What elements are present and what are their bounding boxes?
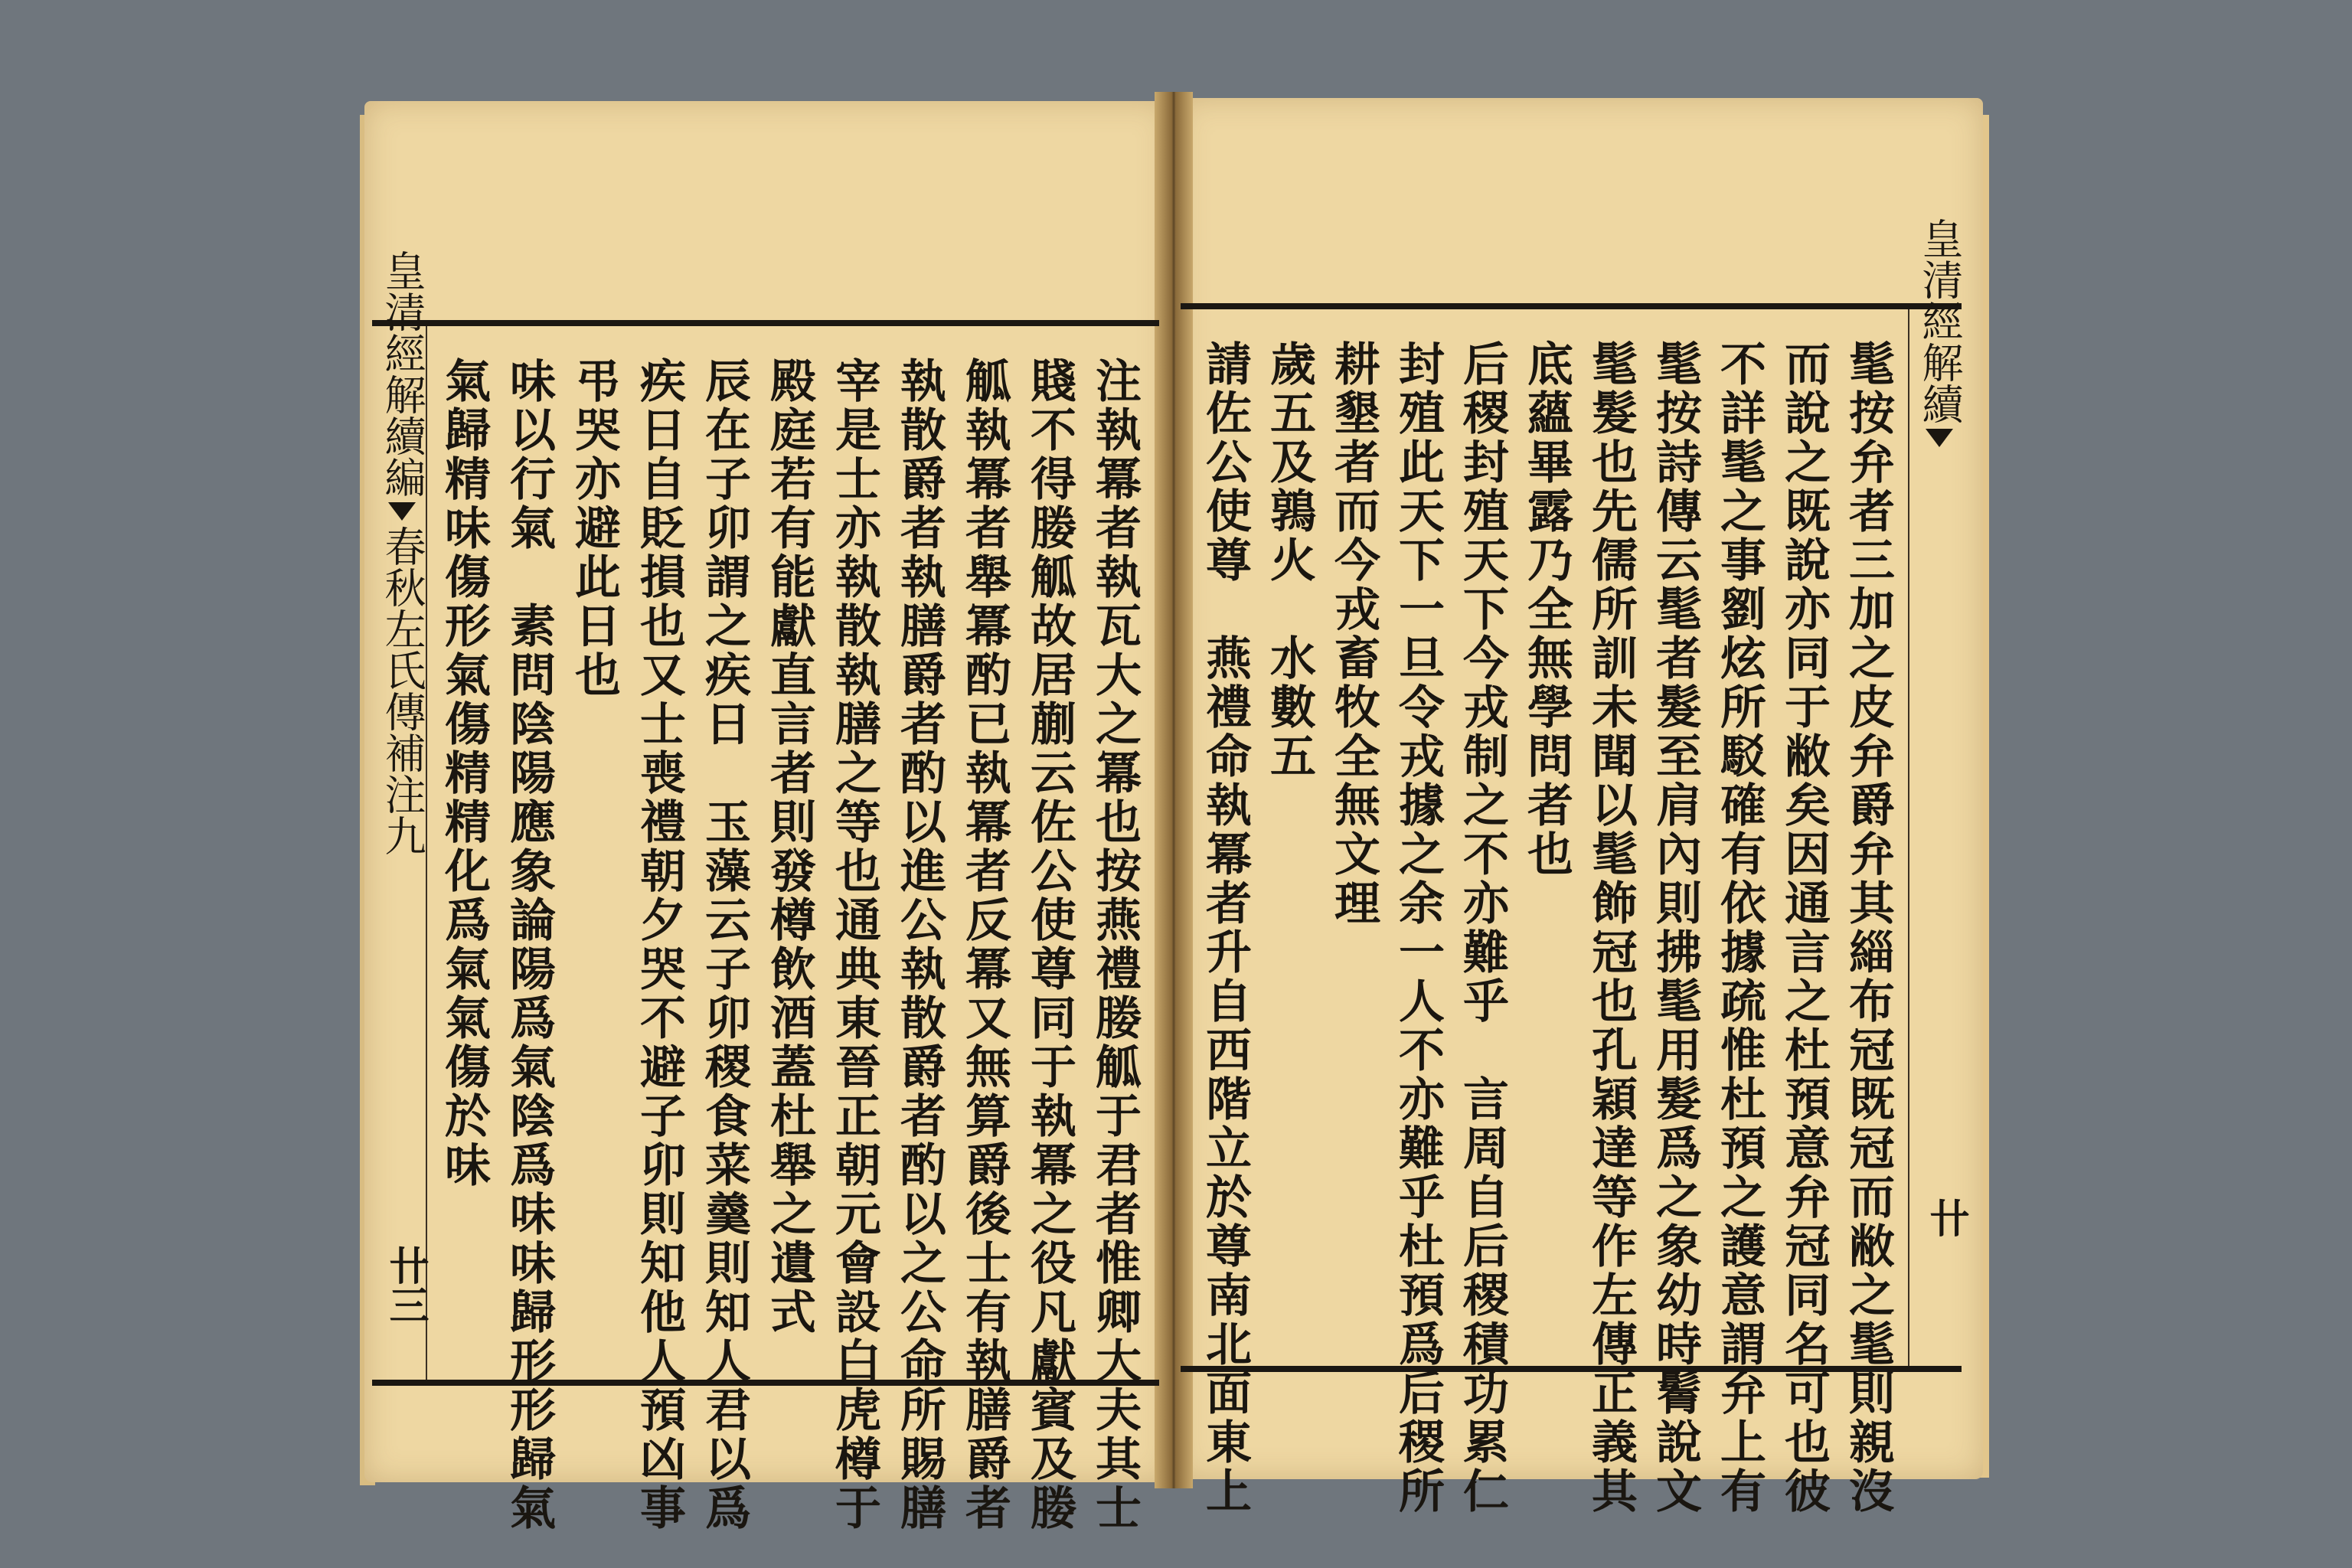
left-column-11: 氣歸精味傷形氣傷精精化爲氣氣傷於味 — [437, 357, 491, 1190]
left-column-4: 執散爵者執膳爵者酌以進公執散爵者酌以之公命所賜膳 — [893, 357, 946, 1533]
left-column-6: 殿庭若有能獻直言者則發樽飲酒蓋杜舉之遺式 — [763, 357, 816, 1337]
fish-tail-mark — [1926, 429, 1953, 447]
right-column-4: 髦按詩傳云髦者髮至肩內則拂髦用髮爲之象幼時鬌說文 — [1648, 340, 1702, 1516]
right-column-7: 后稷封殖天下今戎制之不亦難乎 言周自后稷積功累仁 — [1455, 340, 1509, 1516]
left-column-5: 宰是士亦執散執膳之等也通典東晉正朝元會設白虎樽于 — [828, 357, 881, 1533]
right-leaf-number: 卄 — [1922, 1197, 1969, 1237]
left-text-frame — [372, 250, 1159, 1533]
left-column-3: 觚執冪者舉冪酌已執冪者反冪又無算爵後士有執膳爵者 — [958, 357, 1011, 1533]
right-margin-title-top: 皇清經解續 — [1916, 217, 1964, 424]
right-text-frame — [1181, 217, 1969, 1516]
right-margin-strip — [1913, 217, 1963, 1366]
left-column-8: 疾日自貶損也又士喪禮朝夕哭不避子卯則知他人預凶事 — [632, 357, 686, 1533]
right-column-10: 歲五及鶉火 水數五 — [1263, 340, 1316, 781]
left-column-10: 味以行氣 素問陰陽應象論陽爲氣陰爲味味歸形形歸氣 — [502, 357, 556, 1533]
right-column-6: 底蘊畢露乃全無學問者也 — [1520, 340, 1573, 879]
left-column-9: 弔哭亦避此日也 — [567, 357, 621, 700]
left-column-1: 注執冪者執瓦大之冪也按燕禮媵觚于君者惟卿大夫其士 — [1088, 357, 1142, 1533]
margin-rule — [1908, 309, 1909, 1366]
left-margin-strip — [375, 250, 426, 1380]
left-leaf-number: 卄三 — [382, 1245, 429, 1325]
left-margin-title-top: 皇清經解續編 — [378, 250, 426, 498]
left-column-7: 辰在子卯謂之疾日 玉藻云子卯稷食菜羹則知人君以爲 — [697, 357, 751, 1533]
right-column-3: 不詳髦之事劉炫所駁確有依據疏惟杜預之護意謂弁上有 — [1713, 340, 1766, 1516]
left-margin-title-bottom: 春秋左氏傳補注九 — [378, 525, 426, 856]
right-column-1: 髦按弁者三加之皮弁爵弁其緇布冠既冠而敝之髦則親沒 — [1841, 340, 1895, 1516]
fish-tail-mark — [388, 502, 416, 521]
right-column-9: 耕墾者而今戎畜牧全無文理 — [1327, 340, 1380, 928]
right-column-2: 而說之既說亦同于敝矣因通言之杜預意弁冠同名可也彼 — [1777, 340, 1831, 1516]
right-column-11: 請佐公使尊 燕禮命執冪者升自西階立於尊南北面東上 — [1198, 340, 1252, 1516]
left-column-2: 賤不得媵觚故居蒯云佐公使尊同于執冪之役凡獻賓及媵 — [1023, 357, 1076, 1533]
right-column-5: 髦髮也先儒所訓未聞以髦飾冠也孔穎達等作左傳正義其 — [1584, 340, 1638, 1516]
right-column-8: 封殖此天下一旦令戎據之余一人不亦難乎杜預爲后稷所 — [1391, 340, 1445, 1516]
